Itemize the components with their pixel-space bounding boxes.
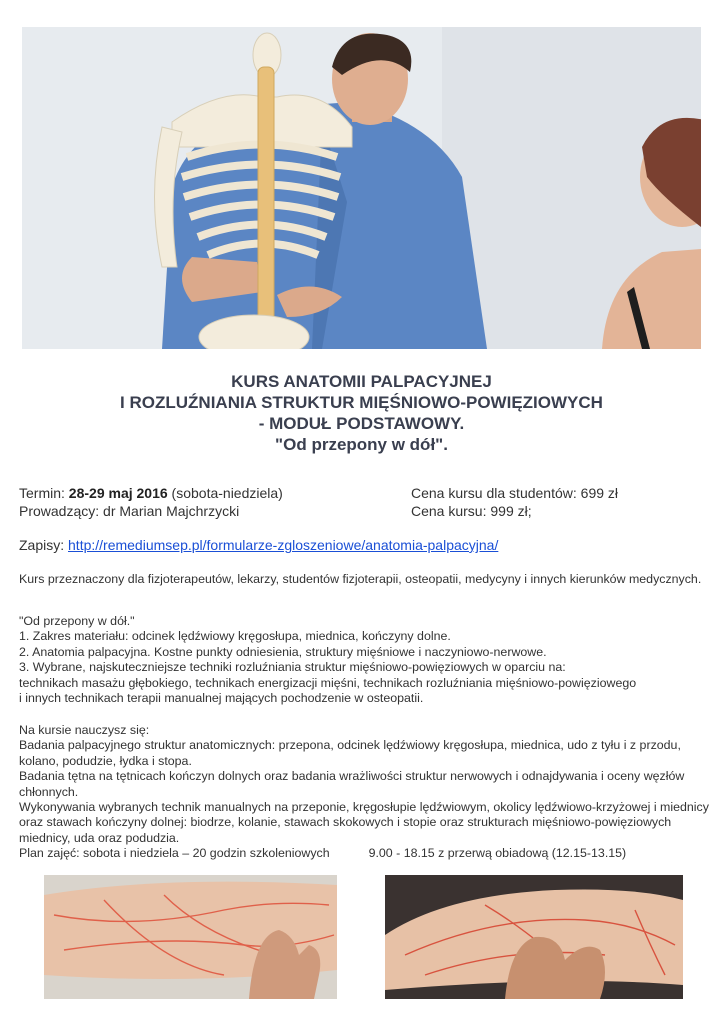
title-line-3: - MODUŁ PODSTAWOWY. bbox=[258, 414, 465, 433]
plan-text: Plan zajęć: sobota i niedziela – 20 godzin szkoleniowych bbox=[19, 846, 330, 861]
termin-days: (sobota-niedziela) bbox=[171, 485, 283, 501]
termin-dates: 28-29 maj 2016 bbox=[68, 485, 168, 501]
termin-row bbox=[19, 484, 283, 502]
intro-text: Kurs przeznaczony dla fizjoterapeutów, lekarzy, studentów fizjoterapii, osteopatii, medycyny i innych kierunków medycznych. bbox=[19, 572, 702, 586]
program-item-3c: i innych technikach terapii manualnej mających pochodzenie w osteopatii. bbox=[19, 691, 424, 706]
palpation-leg-photo bbox=[44, 875, 337, 999]
registration-link[interactable]: http://remediumsep.pl/formularze-zgloszeniowe/anatomia-palpacyjna/ bbox=[68, 537, 499, 553]
intro-paragraph bbox=[19, 572, 709, 587]
title-line-1: KURS ANATOMII PALPACYJNEJ bbox=[231, 372, 492, 391]
price-students: Cena kursu dla studentów: 699 zł bbox=[411, 485, 619, 501]
price-regular: Cena kursu: 999 zł; bbox=[411, 503, 532, 519]
prowadzacy-row bbox=[19, 502, 239, 520]
program-section bbox=[19, 614, 709, 706]
learn-p3: Wykonywania wybranych technik manualnych na przeponie, kręgosłupie lędźwiowym, okolicy lędźwiowo-krzyżowej i miednicy oraz stawach kończyny dolnej: biodrze, kolanie, stawach skokowych i stopie oraz strukturach mięśniowo-powięziowych miednicy, uda oraz podudzia. bbox=[19, 800, 709, 845]
palpation-calf-photo bbox=[385, 875, 683, 999]
learn-p1: Badania palpacyjnego struktur anatomicznych: przepona, odcinek lędźwiowy kręgosłupa, miednica, udo z tyłu i z przodu, kolano, podudzie, łydka i stopa. bbox=[19, 738, 681, 768]
plan-line bbox=[19, 846, 709, 861]
zapisy-row bbox=[19, 536, 498, 554]
program-item-3a: 3. Wybrane, najskuteczniejsze techniki rozluźniania struktur mięśniowo-powięziowych w oparciu na: bbox=[19, 660, 566, 675]
hero-photo bbox=[22, 27, 701, 349]
zapisy-label: Zapisy: bbox=[19, 537, 65, 553]
calf-illustration bbox=[385, 875, 683, 999]
hero-illustration bbox=[22, 27, 701, 349]
termin-label: Termin: bbox=[19, 485, 65, 501]
learn-p2: Badania tętna na tętnicach kończyn dolnych oraz badania wrażliwości struktur nerwowych i odnajdywania i oceny węzłów chłonnych. bbox=[19, 769, 685, 799]
prowadzacy-name: dr Marian Majchrzycki bbox=[103, 503, 240, 519]
leg-illustration bbox=[44, 875, 337, 999]
program-heading: "Od przepony w dół." bbox=[19, 614, 135, 628]
program-item-2: 2. Anatomia palpacyjna. Kostne punkty odniesienia, struktury mięśniowe i naczyniowo-nerwowe. bbox=[19, 644, 547, 659]
title-line-4: "Od przepony w dół". bbox=[275, 435, 448, 454]
learn-heading: Na kursie nauczysz się: bbox=[19, 723, 150, 737]
page-title bbox=[22, 371, 701, 455]
program-item-1: 1. Zakres materiału: odcinek lędźwiowy kręgosłupa, miednica, kończyny dolne. bbox=[19, 629, 451, 644]
program-item-3b: technikach masażu głębokiego, technikach energizacji mięśni, technikach rozluźniania mięśniowo-powięziowego bbox=[19, 675, 637, 690]
prowadzacy-label: Prowadzący: bbox=[19, 503, 100, 519]
learn-section bbox=[19, 723, 709, 862]
title-line-2: I ROZLUŹNIANIA STRUKTUR MIĘŚNIOWO-POWIĘZIOWYCH bbox=[120, 393, 603, 412]
plan-hours: 9.00 - 18.15 z przerwą obiadową (12.15-13.15) bbox=[368, 846, 627, 861]
